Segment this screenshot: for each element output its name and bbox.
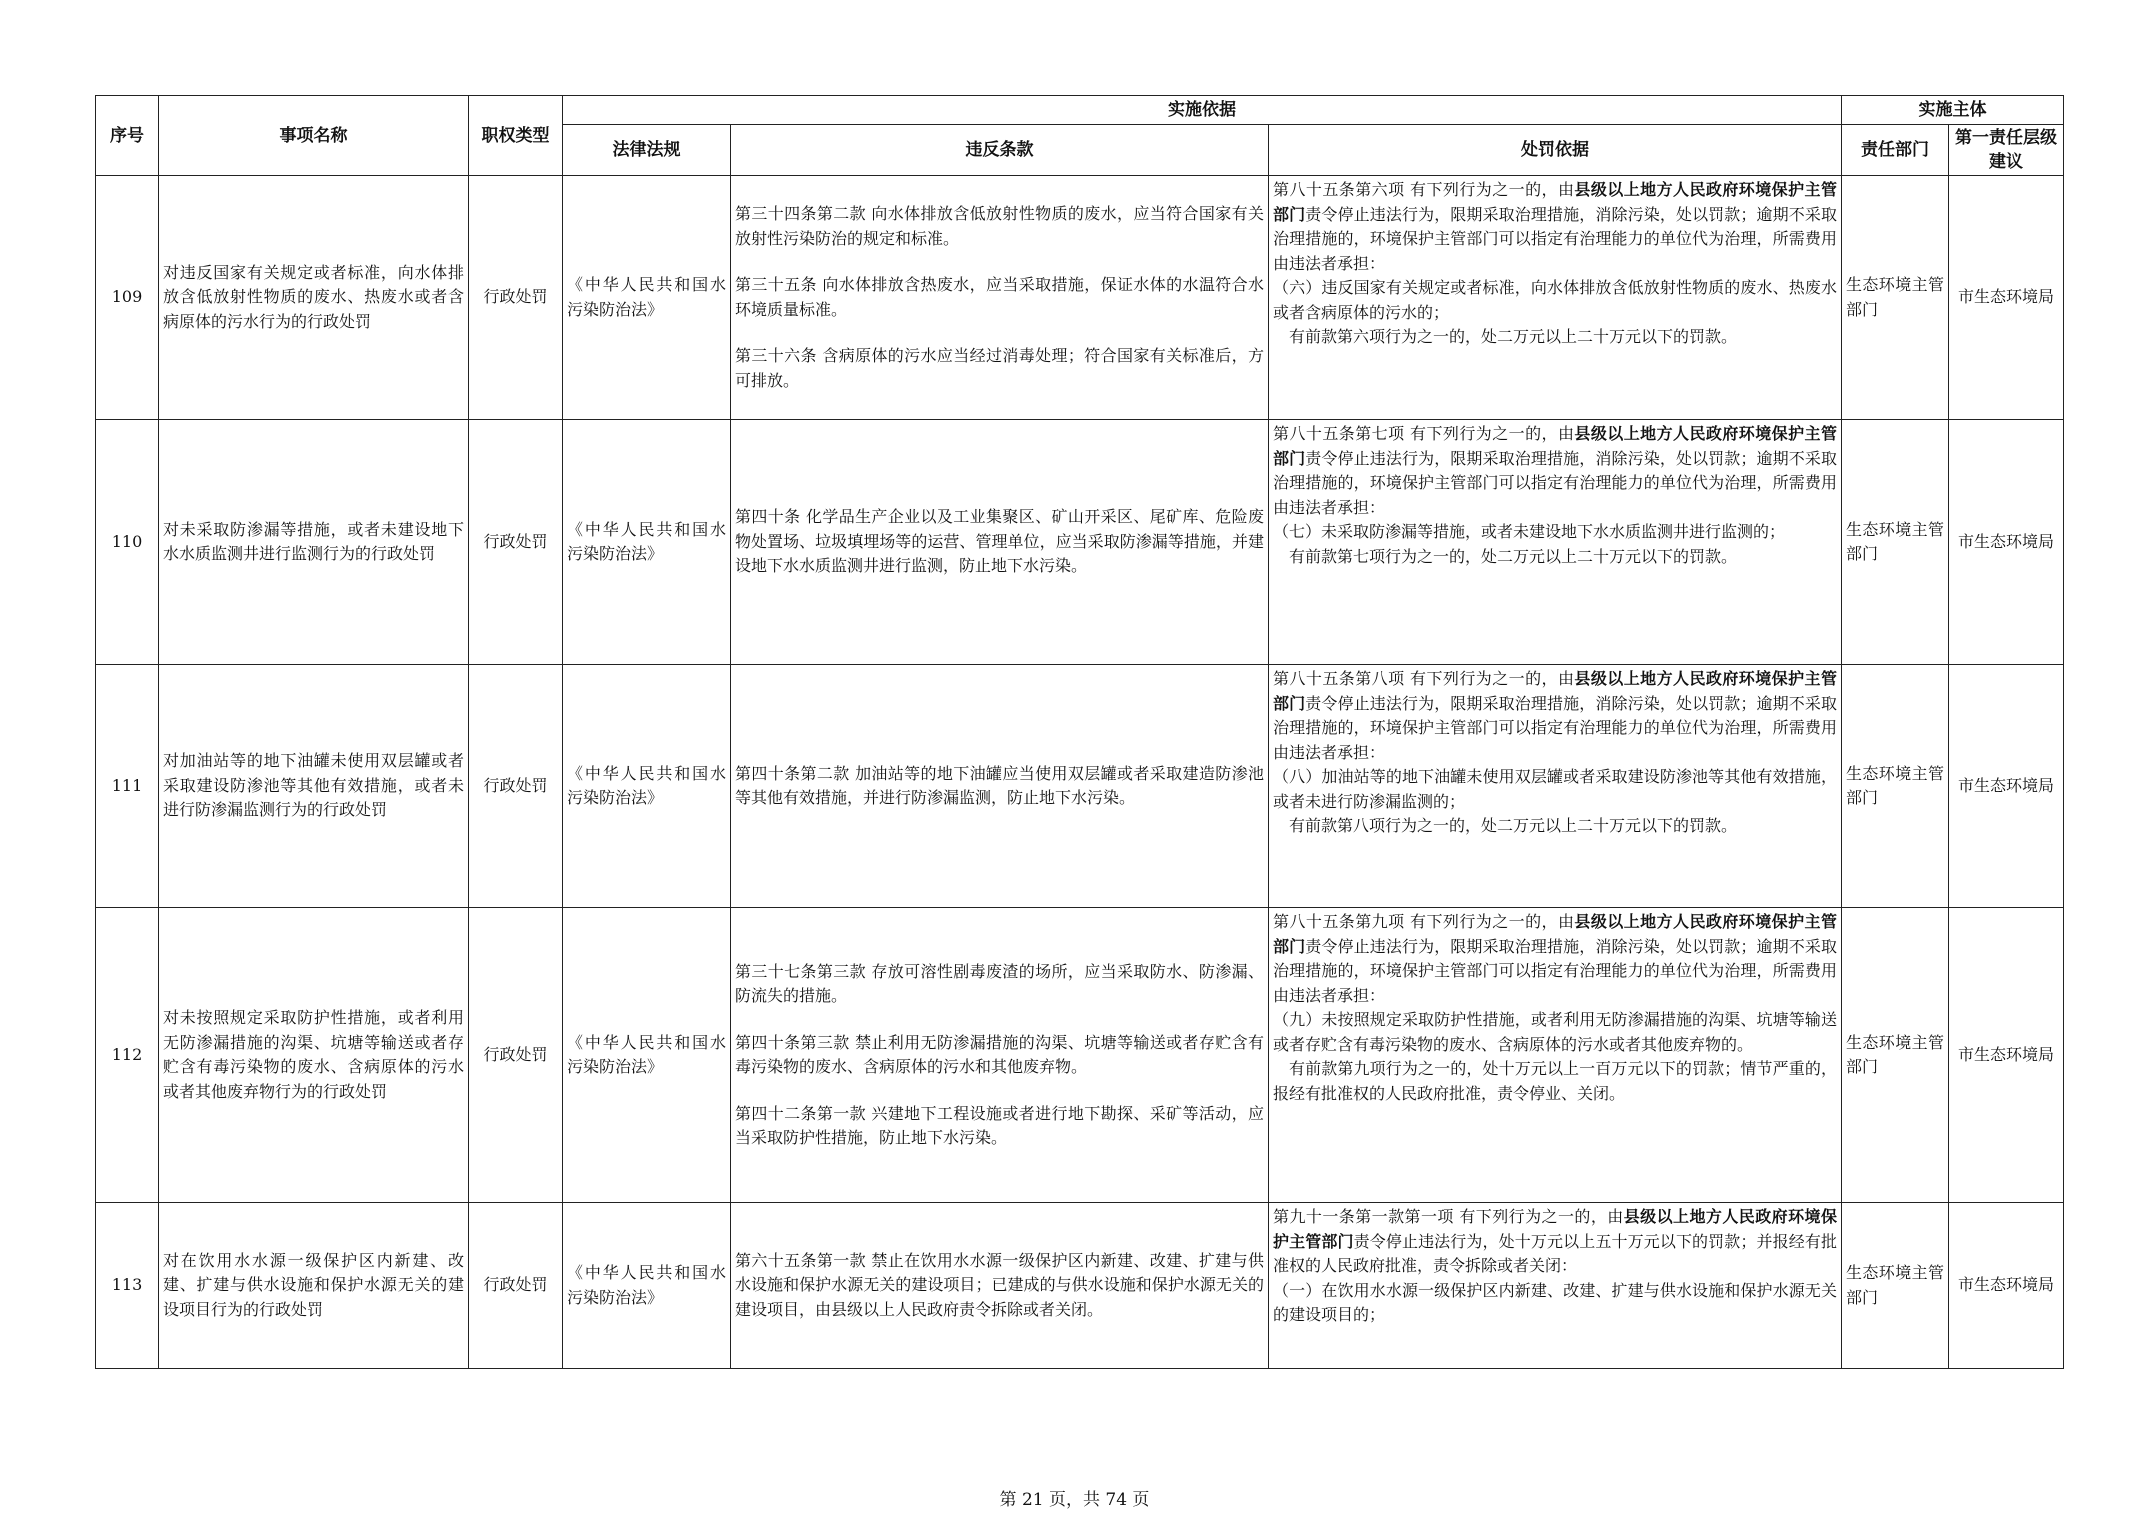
penalty-authority: 县级以上地方人民政府环境保护主管部门 bbox=[1273, 424, 1837, 468]
penalty-rest: 责令停止违法行为，限期采取治理措施，消除污染，处以罚款；逾期不采取治理措施的，环境保护主管部门可以指定有治理能力的单位代为治理，所需费用由违法者承担： bbox=[1273, 204, 1838, 273]
header-law: 法律法规 bbox=[563, 125, 731, 176]
row-law: 《中华人民共和国水污染防治法》 bbox=[563, 1203, 731, 1369]
header-item-name: 事项名称 bbox=[159, 96, 469, 176]
penalty-lead: 第八十五条第六项 有下列行为之一的，由 bbox=[1273, 180, 1575, 199]
penalty-rest: 责令停止违法行为，限期采取治理措施，消除污染，处以罚款；逾期不采取治理措施的，环境保护主管部门可以指定有治理能力的单位代为治理，所需费用由违法者承担： bbox=[1273, 693, 1838, 762]
penalty-authority: 县级以上地方人民政府环境保护主管部门 bbox=[1273, 912, 1837, 956]
violation-clause: 第四十条第三款 禁止利用无防渗漏措施的沟渠、坑塘等输送或者存贮含有毒污染物的废水、含病原体的污水和其他废弃物。 bbox=[735, 1032, 1264, 1076]
row-seq: 112 bbox=[96, 908, 159, 1203]
row-authority-type: 行政处罚 bbox=[469, 420, 563, 665]
row-authority-type: 行政处罚 bbox=[469, 176, 563, 420]
row-penalty bbox=[1269, 420, 1842, 665]
row-violation bbox=[731, 1203, 1269, 1369]
violation-clause: 第六十五条第一款 禁止在饮用水水源一级保护区内新建、改建、扩建与供水设施和保护水源无关的建设项目；已建成的与供水设施和保护水源无关的建设项目，由县级以上人民政府责令拆除或者关闭。 bbox=[735, 1250, 1264, 1319]
header-penalty: 处罚依据 bbox=[1269, 125, 1842, 176]
row-dept: 生态环境主管部门 bbox=[1842, 908, 1949, 1203]
violation-clause: 第四十条 化学品生产企业以及工业集聚区、矿山开采区、尾矿库、危险废物处置场、垃圾填埋场等的运营、管理单位，应当采取防渗漏等措施，并建设地下水水质监测井进行监测，防止地下水污染。 bbox=[735, 507, 1264, 576]
row-dept: 生态环境主管部门 bbox=[1842, 176, 1949, 420]
penalty-rest: 责令停止违法行为，限期采取治理措施，消除污染，处以罚款；逾期不采取治理措施的，环境保护主管部门可以指定有治理能力的单位代为治理，所需费用由违法者承担： bbox=[1273, 448, 1838, 517]
row-level: 市生态环境局 bbox=[1949, 908, 2064, 1203]
penalty-rest: 责令停止违法行为，处十万元以上五十万元以下的罚款；并报经有批准权的人民政府批准，责令拆除或者关闭： bbox=[1273, 1231, 1837, 1275]
violation-clause: 第三十四条第二款 向水体排放含低放射性物质的废水，应当符合国家有关放射性污染防治的规定和标准。 bbox=[735, 204, 1264, 248]
row-penalty bbox=[1269, 908, 1842, 1203]
row-dept: 生态环境主管部门 bbox=[1842, 1203, 1949, 1369]
penalty-item: （八）加油站等的地下油罐未使用双层罐或者采取建设防渗池等其他有效措施，或者未进行防渗漏监测的； bbox=[1273, 767, 1838, 811]
row-law: 《中华人民共和国水污染防治法》 bbox=[563, 420, 731, 665]
penalty-tail: 有前款第六项行为之一的，处二万元以上二十万元以下的罚款。 bbox=[1289, 327, 1738, 346]
table-row bbox=[96, 908, 2064, 1203]
penalty-item: （一）在饮用水水源一级保护区内新建、改建、扩建与供水设施和保护水源无关的建设项目的； bbox=[1273, 1280, 1838, 1324]
penalty-authority: 县级以上地方人民政府环境保护主管部门 bbox=[1273, 180, 1837, 224]
row-violation bbox=[731, 665, 1269, 908]
page-number: 第 21 页，共 74 页 bbox=[999, 1490, 1150, 1510]
row-authority-type: 行政处罚 bbox=[469, 908, 563, 1203]
row-penalty bbox=[1269, 176, 1842, 420]
header-dept: 责任部门 bbox=[1842, 125, 1949, 176]
table-row bbox=[96, 176, 2064, 420]
row-level: 市生态环境局 bbox=[1949, 420, 2064, 665]
row-violation bbox=[731, 908, 1269, 1203]
row-seq: 109 bbox=[96, 176, 159, 420]
row-authority-type: 行政处罚 bbox=[469, 1203, 563, 1369]
row-law: 《中华人民共和国水污染防治法》 bbox=[563, 665, 731, 908]
table-row bbox=[96, 665, 2064, 908]
row-authority-type: 行政处罚 bbox=[469, 665, 563, 908]
penalty-authority: 县级以上地方人民政府环境保护主管部门 bbox=[1273, 669, 1837, 713]
header-subject: 实施主体 bbox=[1842, 96, 2064, 125]
header-violation: 违反条款 bbox=[731, 125, 1269, 176]
violation-clause: 第四十条第二款 加油站等的地下油罐应当使用双层罐或者采取建造防渗池等其他有效措施，并进行防渗漏监测，防止地下水污染。 bbox=[735, 763, 1264, 807]
row-seq: 111 bbox=[96, 665, 159, 908]
header-seq: 序号 bbox=[96, 96, 159, 176]
penalty-item: （六）违反国家有关规定或者标准，向水体排放含低放射性物质的废水、热废水或者含病原体的污水的； bbox=[1273, 278, 1838, 322]
penalty-item: （七）未采取防渗漏等措施，或者未建设地下水水质监测井进行监测的； bbox=[1273, 522, 1786, 541]
table-row bbox=[96, 420, 2064, 665]
row-level: 市生态环境局 bbox=[1949, 176, 2064, 420]
penalty-authority: 县级以上地方人民政府环境保护主管部门 bbox=[1273, 1207, 1837, 1251]
table-row bbox=[96, 1203, 2064, 1369]
penalty-lead: 第八十五条第八项 有下列行为之一的，由 bbox=[1273, 669, 1575, 688]
header-authority-type: 职权类型 bbox=[469, 96, 563, 176]
row-item-name: 对加油站等的地下油罐未使用双层罐或者采取建设防渗池等其他有效措施，或者未进行防渗漏监测行为的行政处罚 bbox=[159, 665, 469, 908]
row-item-name: 对在饮用水水源一级保护区内新建、改建、扩建与供水设施和保护水源无关的建设项目行为的行政处罚 bbox=[159, 1203, 469, 1369]
row-law: 《中华人民共和国水污染防治法》 bbox=[563, 908, 731, 1203]
penalty-lead: 第八十五条第九项 有下列行为之一的，由 bbox=[1273, 912, 1575, 931]
row-penalty bbox=[1269, 1203, 1842, 1369]
penalty-lead: 第八十五条第七项 有下列行为之一的，由 bbox=[1273, 424, 1575, 443]
penalty-tail: 有前款第八项行为之一的，处二万元以上二十万元以下的罚款。 bbox=[1289, 816, 1738, 835]
penalty-item: （九）未按照规定采取防护性措施，或者利用无防渗漏措施的沟渠、坑塘等输送或者存贮含有毒污染物的废水、含病原体的污水或者其他废弃物的。 bbox=[1273, 1010, 1838, 1054]
penalty-lead: 第九十一条第一款第一项 有下列行为之一的，由 bbox=[1273, 1207, 1624, 1226]
row-violation bbox=[731, 176, 1269, 420]
violation-clause: 第三十五条 向水体排放含热废水，应当采取措施，保证水体的水温符合水环境质量标准。 bbox=[735, 275, 1264, 319]
penalty-tail: 有前款第九项行为之一的，处十万元以上一百万元以下的罚款；情节严重的，报经有批准权的人民政府批准，责令停业、关闭。 bbox=[1273, 1059, 1838, 1103]
row-level: 市生态环境局 bbox=[1949, 665, 2064, 908]
row-item-name: 对未按照规定采取防护性措施，或者利用无防渗漏措施的沟渠、坑塘等输送或者存贮含有毒污染物的废水、含病原体的污水或者其他废弃物行为的行政处罚 bbox=[159, 908, 469, 1203]
row-level: 市生态环境局 bbox=[1949, 1203, 2064, 1369]
penalty-tail: 有前款第七项行为之一的，处二万元以上二十万元以下的罚款。 bbox=[1289, 546, 1738, 566]
row-dept: 生态环境主管部门 bbox=[1842, 665, 1949, 908]
header-level: 第一责任层级建议 bbox=[1949, 125, 2064, 176]
row-seq: 113 bbox=[96, 1203, 159, 1369]
penalty-rest: 责令停止违法行为，限期采取治理措施，消除污染，处以罚款；逾期不采取治理措施的，环境保护主管部门可以指定有治理能力的单位代为治理，所需费用由违法者承担： bbox=[1273, 936, 1838, 1005]
row-item-name: 对违反国家有关规定或者标准，向水体排放含低放射性物质的废水、热废水或者含病原体的污水行为的行政处罚 bbox=[159, 176, 469, 420]
row-dept: 生态环境主管部门 bbox=[1842, 420, 1949, 665]
header-basis: 实施依据 bbox=[563, 96, 1842, 125]
row-law: 《中华人民共和国水污染防治法》 bbox=[563, 176, 731, 420]
row-item-name: 对未采取防渗漏等措施，或者未建设地下水水质监测井进行监测行为的行政处罚 bbox=[159, 420, 469, 665]
row-violation bbox=[731, 420, 1269, 665]
row-seq: 110 bbox=[96, 420, 159, 665]
violation-clause: 第三十七条第三款 存放可溶性剧毒废渣的场所，应当采取防水、防渗漏、防流失的措施。 bbox=[735, 961, 1264, 1005]
violation-clause: 第四十二条第一款 兴建地下工程设施或者进行地下勘探、采矿等活动，应当采取防护性措施，防止地下水污染。 bbox=[735, 1103, 1264, 1147]
row-penalty bbox=[1269, 665, 1842, 908]
violation-clause: 第三十六条 含病原体的污水应当经过消毒处理；符合国家有关标准后，方可排放。 bbox=[735, 346, 1264, 390]
enforcement-table bbox=[95, 95, 2064, 1369]
